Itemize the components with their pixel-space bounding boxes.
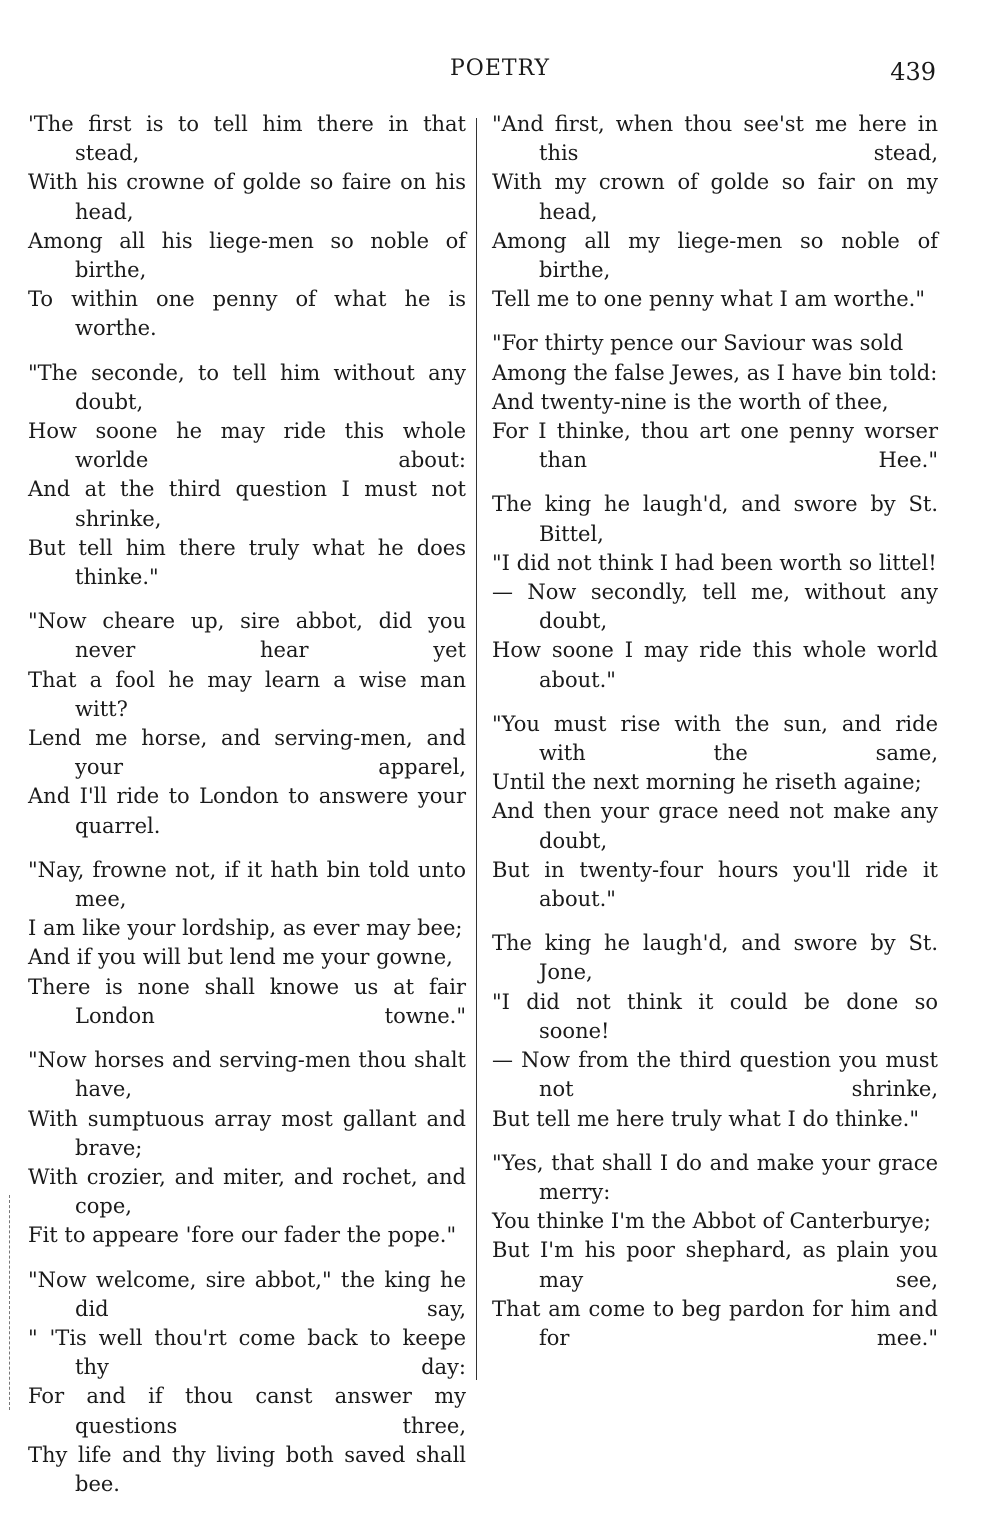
verse-line: "You must rise with the sun, and ride with the same, [492,711,938,766]
stanza [492,1149,938,1353]
verse-line: "For thirty pence our Saviour was sold [492,331,904,356]
column-rule [476,118,477,1380]
verse-line: For and if thou canst answer my questions three, [28,1384,466,1438]
right-column [492,110,938,1368]
verse-line: And at the third question I must not shrinke, [28,477,466,531]
verse-line: Thy life and thy living both saved shall bee. [28,1442,466,1496]
stanza [28,359,466,593]
stanza [492,929,938,1133]
verse-line: And if you will but lend me your gowne, [28,945,453,970]
stanza [28,1266,466,1500]
stanza [28,856,466,1031]
verse-line: 'The first is to tell him there in that stead, [28,112,466,166]
verse-line: For I thinke, thou art one penny worser than Hee." [492,419,938,473]
stanza [28,607,466,841]
verse-line: "Now welcome, sire abbot," the king he did say, [28,1267,466,1321]
verse-line: To within one penny of what he is worthe. [28,287,466,341]
verse-line: "Nay, frowne not, if it hath bin told unto mee, [28,857,466,912]
page-number: 439 [890,58,936,86]
stanza [28,1046,466,1250]
left-column [28,110,466,1514]
verse-line: With crozier, and miter, and rochet, and cope, [28,1164,466,1219]
stanza [492,710,938,914]
verse-line: "Yes, that shall I do and make your grace merry: [492,1150,938,1204]
verse-line: Lend me horse, and serving-men, and your apparel, [28,726,466,780]
verse-line: And I'll ride to London to answere your quarrel. [28,784,466,838]
verse-line: "I did not think it could be done so soone! [492,989,938,1043]
verse-line: "Now cheare up, sire abbot, did you never hear yet [28,609,466,663]
stanza [492,110,938,314]
verse-line: "Now horses and serving-men thou shalt have, [28,1048,466,1102]
verse-line: And twenty-nine is the worth of thee, [492,389,889,414]
page-title: POETRY [450,56,550,81]
verse-line: — Now from the third question you must not shrinke, [492,1048,938,1102]
verse-line: There is none shall knowe us at fair London towne." [28,974,466,1028]
verse-line: With his crowne of golde so faire on his head, [28,170,466,224]
verse-line: That a fool he may learn a wise man witt? [28,667,466,721]
verse-line: With sumptuous array most gallant and brave; [28,1106,466,1160]
verse-line: But tell him there truly what he does thinke." [28,535,466,590]
verse-line: "And first, when thou see'st me here in this stead, [492,112,938,166]
verse-line: The king he laugh'd, and swore by St. Bittel, [492,492,938,546]
verse-line: The king he laugh'd, and swore by St. Jone, [492,931,938,985]
verse-line: But tell me here truly what I do thinke." [492,1106,919,1131]
margin-mark [9,1195,10,1410]
verse-line: And then your grace need not make any doubt, [492,799,938,853]
verse-line: " 'Tis well thou'rt come back to keepe thy day: [28,1325,466,1380]
verse-line: Among the false Jewes, as I have bin told: [492,360,938,385]
verse-line: "The seconde, to tell him without any doubt, [28,360,466,414]
verse-line: Until the next morning he riseth againe; [492,770,922,795]
verse-line: You thinke I'm the Abbot of Canterburye; [492,1209,931,1234]
verse-line: How soone he may ride this whole worlde about: [28,419,466,473]
verse-line: But I'm his poor shephard, as plain you may see, [492,1238,938,1292]
verse-line: Among all his liege-men so noble of birthe, [28,228,466,283]
stanza [492,490,938,694]
stanza [492,329,938,475]
verse-line: With my crown of golde so fair on my head, [492,170,938,224]
verse-line: Among all my liege-men so noble of birthe, [492,228,938,283]
verse-line: Fit to appeare 'fore our fader the pope." [28,1223,457,1248]
running-head [0,56,1000,88]
verse-line: — Now secondly, tell me, without any doubt, [492,580,938,634]
verse-line: I am like your lordship, as ever may bee; [28,916,463,941]
verse-line: That am come to beg pardon for him and for mee." [492,1296,938,1350]
verse-line: Tell me to one penny what I am worthe." [492,287,926,312]
verse-line: How soone I may ride this whole world about." [492,638,938,692]
verse-line: "I did not think I had been worth so littel! [492,550,937,575]
verse-line: But in twenty-four hours you'll ride it about." [492,857,938,912]
stanza [28,110,466,344]
